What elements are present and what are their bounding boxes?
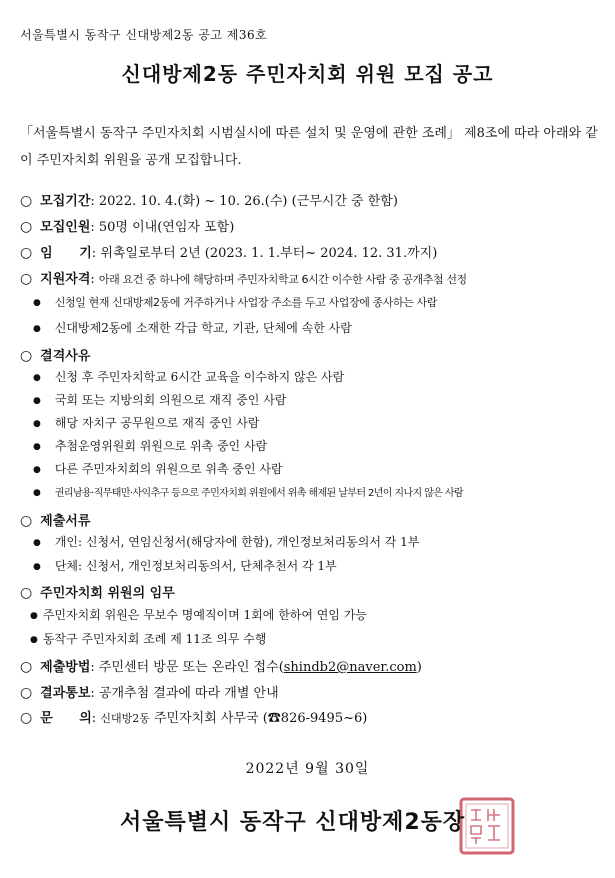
bullet-icon: ●: [33, 372, 41, 383]
circle-bullet-icon: ○: [20, 245, 33, 261]
circle-bullet-icon: ○: [20, 271, 33, 287]
method-row: ○ 제출방법: 주민센터 방문 또는 온라인 접수(shindb2@naver.com): [20, 659, 422, 675]
disqualification-item: [33, 484, 463, 499]
method-label: 제출방법: [40, 660, 91, 675]
disqualification-item: [33, 391, 286, 408]
qualification-item: [33, 294, 437, 310]
bullet-icon: ●: [33, 418, 41, 429]
period-row: ○ 모집기간: 2022. 10. 4.(화) ~ 10. 26.(수) (근무시간 중 한함): [20, 193, 398, 209]
disqualification-item: [33, 368, 344, 385]
circle-bullet-icon: ○: [20, 348, 33, 364]
issuer-signature: 서울특별시 동작구 신대방제2동장: [120, 810, 466, 835]
notice-number: 서울특별시 동작구 신대방제2동 공고 제36호: [20, 28, 268, 42]
duties-item-text: 동작구 주민자치회 조례 제 11조 의무 수행: [42, 632, 267, 646]
bullet-icon: ●: [30, 634, 38, 645]
documents-item-text: 개인: 신청서, 연임신청서(해당자에 한함), 개인정보처리동의서 각 1부: [54, 535, 420, 549]
circle-bullet-icon: ○: [20, 685, 33, 701]
bullet-icon: ●: [33, 395, 41, 406]
inquiry-office: 주민자치회 사무국: [153, 711, 259, 726]
documents-row: [20, 510, 90, 529]
disqualification-item-text: 추첨운영위원회 위원으로 위촉 중인 사람: [54, 439, 268, 453]
duties-item: [30, 630, 266, 647]
disqualification-item: [33, 437, 267, 454]
disqualification-item: [33, 414, 259, 431]
qualification-label: 지원자격: [40, 272, 91, 287]
notice-title: 신대방제2동 주민자치회 위원 모집 공고: [121, 62, 494, 86]
term-row: ○ 임 기: 위촉일로부터 2년 (2023. 1. 1.부터~ 2024. 12. 31.까지): [20, 245, 438, 261]
disqualification-item-text: 다른 주민자치회의 위원으로 위촉 중인 사람: [54, 462, 283, 476]
qualification-item-text: 신청일 현재 신대방제2동에 거주하거나 사업장 주소를 두고 사업장에 종사하는 사람: [54, 296, 437, 309]
disqualification-item-text: 국회 또는 지방의회 의원으로 재직 중인 사람: [54, 393, 287, 407]
duties-label: 주민자치회 위원의 임무: [40, 586, 175, 601]
bullet-icon: ●: [33, 464, 41, 475]
period-label: 모집기간: [40, 194, 91, 209]
term-label: 임 기: [40, 246, 92, 261]
period-value: 2022. 10. 4.(화) ~ 10. 26.(수) (근무시간 중 한함): [98, 194, 398, 209]
circle-bullet-icon: ○: [20, 513, 33, 529]
documents-item: [33, 557, 337, 574]
disqualification-label: 결격사유: [40, 349, 91, 364]
disqualification-row: [20, 345, 90, 364]
result-value: 공개추첨 결과에 따라 개별 안내: [98, 686, 279, 701]
circle-bullet-icon: ○: [20, 219, 33, 235]
qualification-row: ○ 지원자격: 아래 요건 중 하나에 해당하며 주민자치학교 6시간 이수한 사람 중 공개추첨 선정: [20, 271, 467, 287]
email-link[interactable]: shindb2@naver.com: [283, 660, 417, 675]
notice-date: 2022년 9월 30일: [245, 761, 370, 777]
duties-item: [30, 606, 367, 623]
duties-item-text: 주민자치회 위원은 무보수 명예직이며 1회에 한하여 연임 가능: [42, 608, 367, 622]
qualification-value: 아래 요건 중 하나에 해당하며 주민자치학교 6시간 이수한 사람 중 공개추첨 선정: [98, 273, 467, 286]
disqualification-item-text: 권리남용·직무태만·사익추구 등으로 주민자치회 위원에서 위촉 해제된 날부터 2년이 지나지 않은 사람: [54, 488, 463, 499]
official-seal-icon: [458, 796, 516, 856]
intro-paragraph: 「서울특별시 동작구 주민자치회 시범실시에 따른 설치 및 운영에 관한 조례」 제8조에 따라 아래와 같이 주민자치회 위원을 공개 모집합니다.: [20, 126, 598, 168]
bullet-icon: ●: [33, 297, 41, 308]
bullet-icon: ●: [33, 441, 41, 452]
circle-bullet-icon: ○: [20, 710, 33, 726]
disqualification-item: [33, 460, 283, 477]
qualification-item-text: 신대방제2동에 소재한 각급 학교, 기관, 단체에 속한 사람: [54, 321, 352, 335]
documents-item-text: 단체: 신청서, 개인정보처리동의서, 단체추천서 각 1부: [54, 559, 337, 573]
circle-bullet-icon: ○: [20, 193, 33, 209]
count-value: 50명 이내(연임자 포함): [98, 220, 235, 235]
count-label: 모집인원: [40, 220, 91, 235]
documents-label: 제출서류: [40, 514, 91, 529]
disqualification-item-text: 신청 후 주민자치학교 6시간 교육을 이수하지 않은 사람: [54, 370, 345, 384]
bullet-icon: ●: [30, 610, 38, 621]
inquiry-row: ○ 문 의: 신대방2동 주민자치회 사무국 (☎826-9495~6): [20, 710, 368, 726]
duties-row: [20, 582, 175, 601]
term-value: 위촉일로부터 2년 (2023. 1. 1.부터~ 2024. 12. 31.까지): [100, 246, 438, 261]
inquiry-label: 문 의: [40, 711, 92, 726]
bullet-icon: ●: [33, 561, 41, 572]
bullet-icon: ●: [33, 323, 41, 334]
result-label: 결과통보: [40, 686, 91, 701]
documents-item: [33, 533, 419, 550]
result-row: ○ 결과통보: 공개추첨 결과에 따라 개별 안내: [20, 685, 279, 701]
inquiry-phone: ☎826-9495~6: [267, 711, 363, 726]
bullet-icon: ●: [33, 537, 41, 548]
qualification-item: [33, 319, 352, 336]
method-value: 주민센터 방문 또는 온라인 접수: [98, 660, 279, 675]
circle-bullet-icon: ○: [20, 585, 33, 601]
count-row: ○ 모집인원: 50명 이내(연임자 포함): [20, 219, 235, 235]
bullet-icon: ●: [33, 487, 41, 498]
inquiry-office-small: 신대방2동: [100, 712, 150, 725]
circle-bullet-icon: ○: [20, 659, 33, 675]
disqualification-item-text: 해당 자치구 공무원으로 재직 중인 사람: [54, 416, 260, 430]
